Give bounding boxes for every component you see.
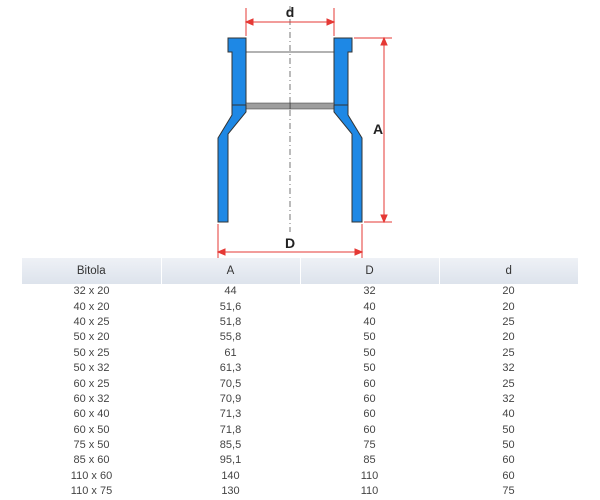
- cell-D: 60: [363, 423, 376, 436]
- cell-bitola: 50 x 20: [73, 331, 110, 344]
- cell-A: 140: [221, 469, 240, 482]
- table-row: [22, 392, 578, 407]
- cell-A: 71,3: [219, 408, 242, 421]
- cell-D: 40: [363, 300, 376, 313]
- cell-D: 40: [363, 315, 376, 328]
- dimension-d-label: d: [285, 4, 295, 20]
- inner-shoulder-left: [246, 103, 290, 109]
- header-d: d: [439, 258, 578, 284]
- cell-bitola: 60 x 40: [73, 408, 110, 421]
- table-row: [22, 346, 578, 361]
- table-row: [22, 484, 578, 499]
- dimensions-table: [22, 258, 578, 499]
- table-row: [22, 361, 578, 376]
- cell-d: 25: [502, 346, 515, 359]
- cell-D: 50: [363, 331, 376, 344]
- cell-bitola: 50 x 25: [73, 346, 110, 359]
- cell-bitola: 60 x 25: [73, 377, 110, 390]
- cell-D: 110: [360, 469, 379, 482]
- cell-A: 51,8: [219, 315, 242, 328]
- table-row: [22, 315, 578, 330]
- lower-body-wall-right: [334, 105, 362, 222]
- dimension-A-label: A: [372, 121, 384, 137]
- cell-D: 60: [363, 377, 376, 390]
- cell-bitola: 60 x 50: [73, 423, 110, 436]
- cell-D: 110: [360, 485, 379, 498]
- cell-bitola: 32 x 20: [73, 285, 110, 298]
- inner-shoulder-right: [290, 103, 334, 109]
- cell-d: 32: [502, 362, 515, 375]
- cell-bitola: 85 x 60: [73, 454, 110, 467]
- cell-A: 95,1: [219, 454, 242, 467]
- table-body: [22, 284, 578, 499]
- cell-d: 20: [502, 285, 515, 298]
- cell-D: 50: [363, 362, 376, 375]
- dimension-D-label: D: [284, 235, 296, 251]
- upper-socket-wall-right: [334, 38, 352, 105]
- cell-d: 60: [502, 454, 515, 467]
- fitting-left-half: [218, 38, 290, 222]
- table-row: [22, 423, 578, 438]
- table-row: [22, 453, 578, 468]
- lower-body-wall-left: [218, 105, 246, 222]
- cell-A: 61,3: [219, 362, 242, 375]
- cell-A: 85,5: [219, 439, 242, 452]
- cell-D: 50: [363, 346, 376, 359]
- cell-D: 85: [363, 454, 376, 467]
- table-row: [22, 284, 578, 299]
- table-row: [22, 376, 578, 391]
- cell-A: 130: [221, 485, 240, 498]
- cell-d: 25: [502, 377, 515, 390]
- cell-D: 60: [363, 408, 376, 421]
- cell-d: 20: [502, 300, 515, 313]
- cell-D: 32: [363, 285, 376, 298]
- cell-A: 70,5: [219, 377, 242, 390]
- cell-A: 51,6: [219, 300, 242, 313]
- cell-d: 50: [502, 423, 515, 436]
- cell-A: 44: [224, 285, 237, 298]
- cell-d: 60: [502, 469, 515, 482]
- cell-d: 25: [502, 315, 515, 328]
- header-A: A: [161, 258, 300, 284]
- cell-bitola: 110 x 75: [70, 485, 113, 498]
- upper-socket-wall-left: [228, 38, 246, 105]
- cell-d: 32: [502, 392, 515, 405]
- table-row: [22, 330, 578, 345]
- header-D: D: [300, 258, 439, 284]
- table-row: [22, 299, 578, 314]
- cell-A: 61: [224, 346, 237, 359]
- cell-bitola: 40 x 25: [73, 315, 110, 328]
- cell-A: 55,8: [219, 331, 242, 344]
- table-row: [22, 407, 578, 422]
- cell-bitola: 60 x 32: [73, 392, 110, 405]
- cell-bitola: 75 x 50: [73, 439, 110, 452]
- cell-A: 71,8: [219, 423, 242, 436]
- cell-d: 75: [502, 485, 515, 498]
- cell-d: 40: [502, 408, 515, 421]
- cell-D: 75: [363, 439, 376, 452]
- cell-d: 50: [502, 439, 515, 452]
- cell-D: 60: [363, 392, 376, 405]
- table-row: [22, 469, 578, 484]
- table-row: [22, 438, 578, 453]
- cell-bitola: 110 x 60: [70, 469, 113, 482]
- table-header-row: [22, 258, 578, 284]
- cell-d: 20: [502, 331, 515, 344]
- header-bitola: Bitola: [22, 258, 161, 284]
- fitting-right-half: [290, 38, 362, 222]
- cell-bitola: 40 x 20: [73, 300, 110, 313]
- cell-bitola: 50 x 32: [73, 362, 110, 375]
- cell-A: 70,9: [219, 392, 242, 405]
